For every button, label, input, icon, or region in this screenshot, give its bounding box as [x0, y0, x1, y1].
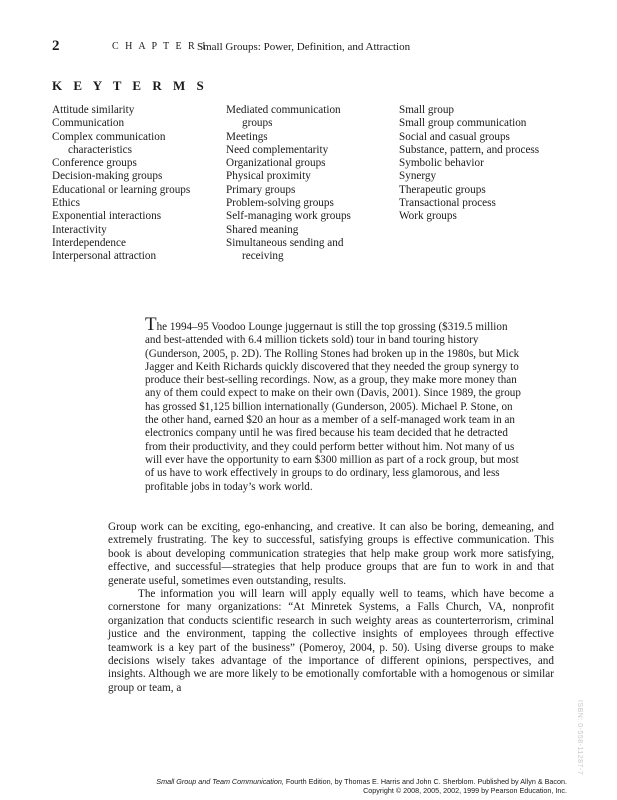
key-term: Physical proximity	[226, 170, 311, 183]
footer-line-2: Copyright © 2008, 2005, 2002, 1999 by Pearson Education, Inc.	[363, 786, 567, 795]
chapter-title: Small Groups: Power, Definition, and Attraction	[197, 41, 411, 53]
key-term: Primary groups	[226, 183, 296, 196]
key-terms-heading: K E Y T E R M S	[52, 78, 208, 93]
key-term: Interpersonal attraction	[52, 250, 157, 263]
key-term: Small group	[399, 104, 455, 116]
key-term: Attitude similarity	[52, 104, 135, 116]
copyright-footer	[156, 777, 567, 795]
vignette-line: profitable jobs in today’s work world.	[145, 480, 313, 493]
key-term: Mediated communication	[226, 104, 341, 116]
key-term: Need complementarity	[226, 143, 329, 156]
vignette-line: the other hand, earned $20 an hour as a member of a self-managed work team in an	[145, 414, 515, 427]
key-term: Small group communication	[399, 117, 527, 130]
key-term: Interactivity	[52, 223, 107, 236]
vignette-line: Jagger and Keith Richards quickly discovered that they needed the group synergy to	[145, 360, 519, 373]
key-term: Complex communication	[52, 130, 166, 143]
key-term: Simultaneous sending and	[226, 236, 344, 249]
vignette-line: has grossed $1,125 billion internationally (Gunderson, 2005). Michael P. Stone, on	[145, 400, 513, 413]
key-term: Problem-solving groups	[226, 197, 334, 210]
key-term: Therapeutic groups	[399, 183, 486, 196]
vignette-line: any of them could expect to make on their own (Davis, 2001). Since 1989, the group	[145, 387, 521, 400]
chapter-label: C H A P T E R 1	[112, 41, 209, 52]
vignette-line: and best-attended with 6.4 million tickets sold) tour in band touring history	[145, 334, 479, 347]
key-term: Educational or learning groups	[52, 183, 191, 196]
key-term: Conference groups	[52, 157, 137, 170]
key-term: Substance, pattern, and process	[399, 143, 540, 156]
vignette-line: electronics company until he was fired because his team decided that he detracted	[145, 427, 508, 440]
key-terms-column-2	[226, 104, 351, 264]
key-term: groups	[242, 117, 273, 130]
vignette-line: (Gunderson, 2005, p. 2D). The Rolling Stones had broken up in the 1980s, but Mick	[145, 347, 520, 360]
key-term: Shared meaning	[226, 223, 299, 236]
opening-vignette	[145, 314, 557, 494]
body-text	[108, 521, 554, 695]
key-term: characteristics	[68, 143, 132, 156]
key-term: Meetings	[226, 130, 268, 143]
key-terms-column-1	[52, 104, 190, 264]
key-term: Decision-making groups	[52, 170, 163, 183]
footer-line-1: Fourth Edition, by Thomas E. Harris and John C. Sherblom. Published by Allyn & Bacon.	[283, 777, 567, 786]
footer-book-title: Small Group and Team Communication,	[156, 777, 284, 786]
key-term: Ethics	[52, 197, 80, 210]
key-term: Symbolic behavior	[399, 157, 484, 170]
key-term: Transactional process	[399, 197, 496, 210]
drop-cap: T	[145, 314, 157, 335]
key-term: Synergy	[399, 170, 437, 183]
key-term: Communication	[52, 117, 125, 130]
body-paragraph-2: The information you will learn will apply equally well to teams, which have become a cornerstone for many organizations: “At Minretek Systems, a Falls Church, VA, nonprofit organization that conducts scientific research in such weighty areas as counterterrorism, criminal justice and the environment, tapping the collective insights of employees through effective teamwork is a key part of the business” (Pomeroy, 2004, p. 50). Using diverse groups to make decisions wisely takes advantage of the importance of different opinions, perspectives, and insights. Although we are more likely to be emotionally comfortable with a homogenous or similar group or team, a	[108, 588, 554, 694]
vignette-line: from their productivity, and they could perform better without him. Not many of us	[145, 440, 515, 453]
vignette-line: produce their best-selling recordings. Now, as a group, they make more money than	[145, 374, 517, 387]
body-paragraph-1: Group work can be exciting, ego-enhancing, and creative. It can also be boring, demeaning, and extremely frustrating. The key to successful, satisfying groups is effective communication. This book is about developing communication strategies that help make group work more satisfying, effective, and successful—strategies that help produce groups that are fun to work in and that generate useful, sometimes even outstanding, results.	[108, 521, 554, 587]
isbn-watermark: ISBN: 0-558-11287-7	[576, 700, 583, 776]
key-term: Self-managing work groups	[226, 210, 351, 223]
page-number: 2	[52, 38, 60, 54]
key-term: Organizational groups	[226, 157, 326, 170]
key-term: receiving	[242, 250, 284, 263]
vignette-line: he 1994–95 Voodoo Lounge juggernaut is still the top grossing ($319.5 million	[156, 321, 508, 333]
key-term: Interdependence	[52, 236, 126, 249]
vignette-line: of us have to work effectively in groups to do ordinary, less glamorous, and less	[145, 467, 500, 480]
key-terms-column-3	[399, 104, 539, 224]
key-term: Exponential interactions	[52, 210, 162, 223]
key-term: Work groups	[399, 210, 457, 223]
vignette-line: will ever have the opportunity to earn $300 million as part of a rock group, but most	[145, 453, 519, 466]
key-term: Social and casual groups	[399, 130, 510, 143]
